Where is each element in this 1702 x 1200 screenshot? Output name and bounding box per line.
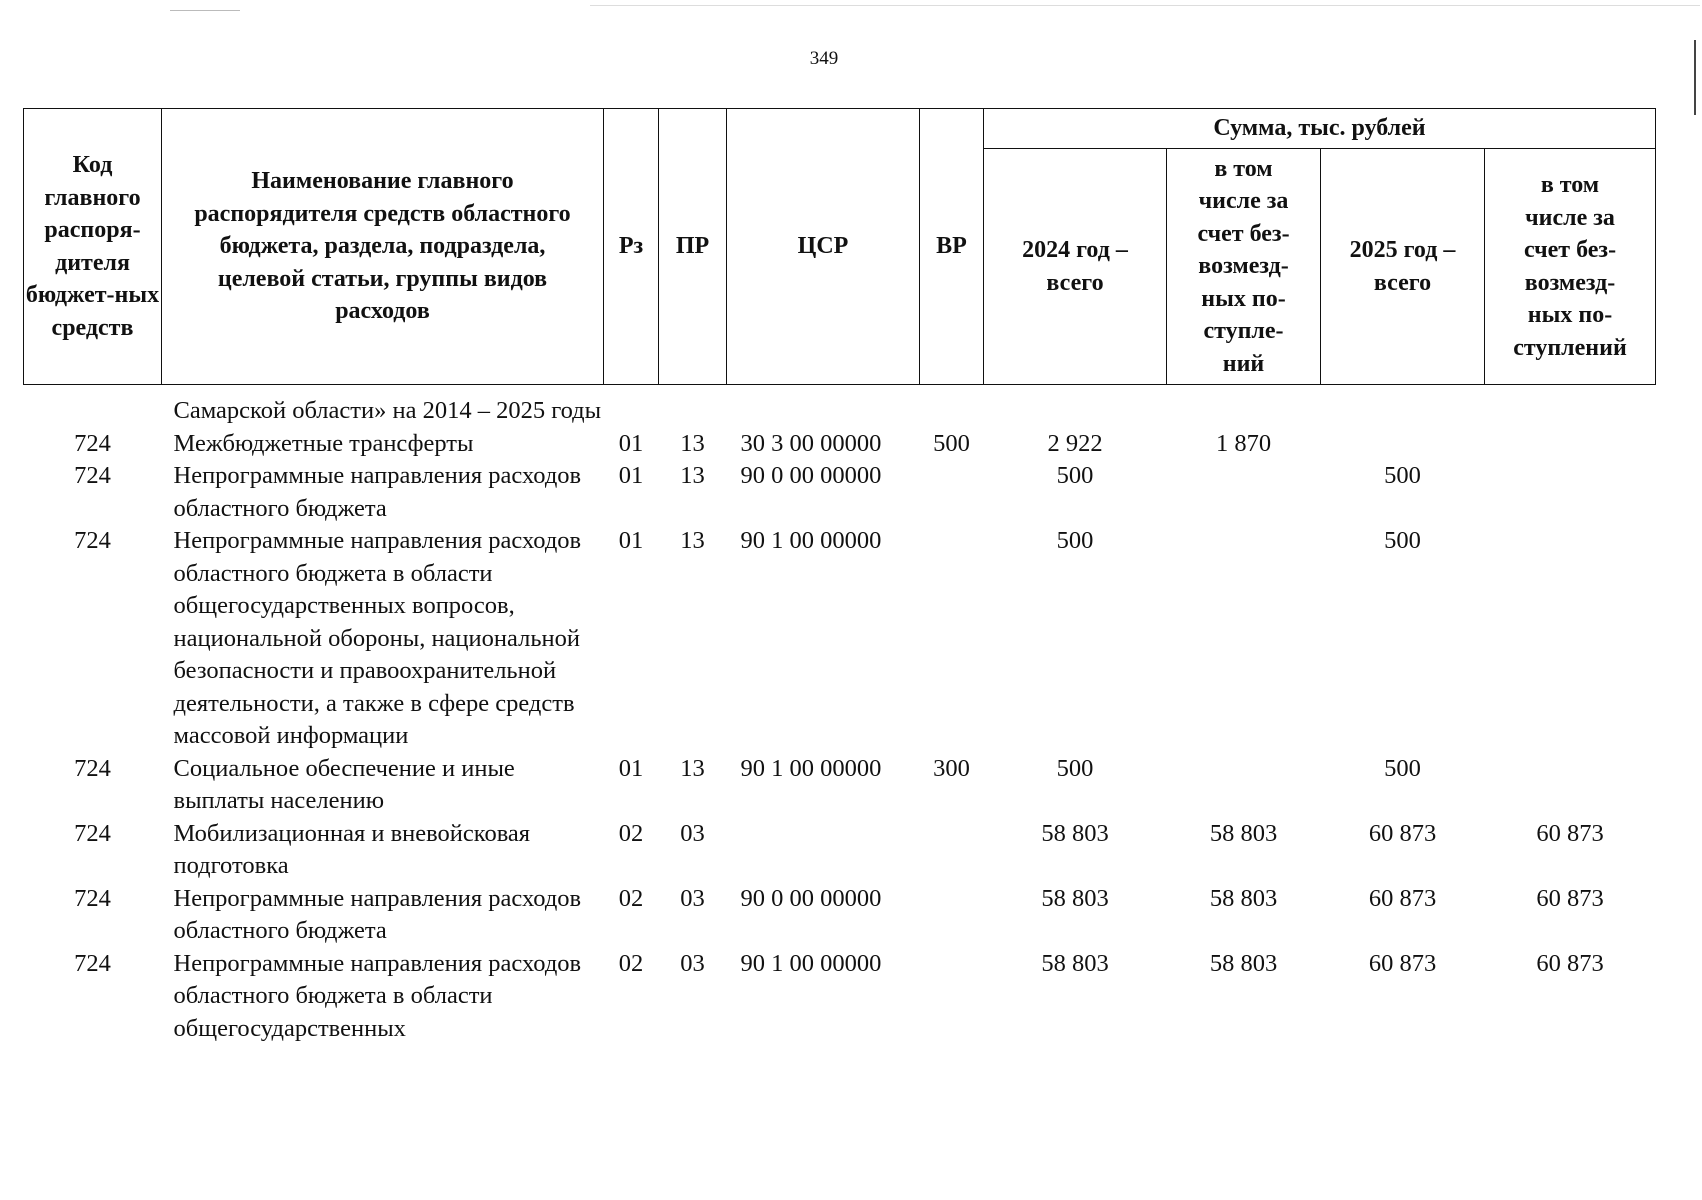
- row-code: 724: [74, 949, 111, 977]
- row-csr: 90 1 00 00000: [740, 949, 882, 977]
- row-rz: 01: [618, 462, 644, 489]
- row-2025-grants: [1485, 385, 1656, 428]
- row-name: Самарской области» на 2014 – 2025 годы: [173, 397, 602, 424]
- row-2025-grants: 60 873: [1536, 884, 1604, 912]
- row-name: Мобилизационная и вневойсковая подготовка: [173, 819, 531, 879]
- row-csr: [727, 818, 920, 883]
- table-row: [24, 460, 1656, 525]
- row-2024-grants: 58 803: [1209, 819, 1278, 847]
- header-name: Наименование главного распорядителя средств областного бюджета, раздела, подраздела, целевой статьи, группы видов расходов: [162, 109, 604, 385]
- row-2025-total: 500: [1384, 462, 1421, 489]
- header-sum-group: Сумма, тыс. рублей: [984, 109, 1656, 149]
- header-vr: ВР: [920, 109, 984, 385]
- header-2024-grants: в том числе за счет без-возмезд-ных по-ступле-ний: [1167, 149, 1321, 385]
- row-2025-total: 500: [1384, 754, 1421, 782]
- row-code: 724: [74, 462, 111, 489]
- row-code: 724: [74, 754, 111, 782]
- header-pr: ПР: [659, 109, 727, 385]
- row-csr: 90 1 00 00000: [740, 527, 882, 554]
- row-name: Социальное обеспечение и иные выплаты населению: [173, 754, 515, 814]
- row-rz: 01: [618, 754, 644, 782]
- row-rz: [604, 385, 659, 428]
- row-csr: 90 1 00 00000: [740, 754, 882, 782]
- row-name: Непрограммные направления расходов областного бюджета: [173, 884, 582, 944]
- row-code: [24, 385, 162, 428]
- scan-artifact-top: [170, 10, 240, 11]
- row-2025-total: [1321, 385, 1485, 428]
- row-2025-total: 60 873: [1368, 884, 1437, 912]
- row-pr: 03: [680, 949, 705, 977]
- table-header: [24, 109, 1656, 385]
- row-2025-grants: [1485, 753, 1656, 818]
- table-row: [24, 818, 1656, 883]
- row-2024-grants: [1167, 460, 1321, 525]
- row-2024-grants: 58 803: [1209, 884, 1278, 912]
- row-code: 724: [74, 819, 111, 847]
- row-2024-total: 500: [1056, 527, 1094, 554]
- header-rz: Рз: [604, 109, 659, 385]
- header-code: Код главного распоря-дителя бюджет-ных средств: [24, 109, 162, 385]
- table-body: [24, 385, 1656, 1046]
- row-2025-total: [1321, 428, 1485, 461]
- row-2025-total: 60 873: [1368, 819, 1437, 847]
- row-2024-grants: 1 870: [1215, 429, 1272, 457]
- scan-artifact-top-right: [590, 5, 1700, 6]
- row-vr: [920, 385, 984, 428]
- row-name: Непрограммные направления расходов областного бюджета в области общегосударственных вопросов, национальной обороны, национальной безопасности и правоохранительной деятельности, а также в сфере средств массовой информации: [173, 527, 582, 749]
- row-rz: 02: [618, 819, 644, 847]
- row-pr: 13: [680, 462, 705, 489]
- row-2024-grants: [1167, 385, 1321, 428]
- row-csr: 90 0 00 00000: [740, 462, 882, 489]
- row-code: 724: [74, 527, 111, 554]
- row-name: Межбюджетные трансферты: [173, 429, 474, 457]
- header-2025-grants: в том числе за счет без-возмезд-ных по-ступлений: [1485, 149, 1656, 385]
- row-vr: 300: [933, 754, 970, 782]
- header-csr: ЦСР: [727, 109, 920, 385]
- table-row: [24, 428, 1656, 461]
- row-2025-grants: [1485, 428, 1656, 461]
- row-name: Непрограммные направления расходов областного бюджета в области общегосударственных: [173, 949, 582, 1042]
- row-pr: 03: [680, 819, 705, 847]
- row-csr: [727, 385, 920, 428]
- row-csr: 30 3 00 00000: [740, 429, 882, 457]
- row-rz: 01: [618, 429, 644, 457]
- row-2024-total: 500: [1056, 754, 1094, 782]
- row-2025-grants: [1485, 525, 1656, 753]
- row-code: 724: [74, 884, 111, 912]
- row-pr: [659, 385, 727, 428]
- row-2024-grants: [1167, 753, 1321, 818]
- row-2024-grants: 58 803: [1209, 949, 1278, 977]
- row-vr: [920, 525, 984, 753]
- table-row: [24, 385, 1656, 428]
- row-code: 724: [74, 429, 111, 457]
- row-2024-total: [984, 385, 1167, 428]
- budget-table: [23, 108, 1656, 1045]
- row-rz: 01: [618, 527, 644, 554]
- row-rz: 02: [618, 949, 644, 977]
- row-2025-grants: 60 873: [1536, 819, 1604, 847]
- row-2025-grants: [1485, 460, 1656, 525]
- row-vr: [920, 818, 984, 883]
- row-vr: [920, 948, 984, 1046]
- header-2024-total: 2024 год – всего: [984, 149, 1167, 385]
- row-vr: 500: [933, 429, 970, 457]
- row-rz: 02: [618, 884, 644, 912]
- row-csr: 90 0 00 00000: [740, 884, 882, 912]
- row-name: Непрограммные направления расходов областного бюджета: [173, 462, 582, 522]
- row-2024-total: 58 803: [1041, 819, 1109, 847]
- row-2024-total: 2 922: [1047, 429, 1103, 457]
- row-2025-grants: 60 873: [1536, 949, 1604, 977]
- row-2024-total: 58 803: [1041, 949, 1109, 977]
- row-vr: [920, 460, 984, 525]
- row-pr: 13: [680, 754, 705, 782]
- row-2025-total: 60 873: [1368, 949, 1437, 977]
- header-2025-total: 2025 год – всего: [1321, 149, 1485, 385]
- table-row: [24, 883, 1656, 948]
- row-vr: [920, 883, 984, 948]
- table-row: [24, 753, 1656, 818]
- row-pr: 03: [680, 884, 705, 912]
- page-number: 349: [809, 48, 839, 69]
- row-2024-grants: [1167, 525, 1321, 753]
- row-pr: 13: [680, 429, 705, 457]
- row-2024-total: 500: [1056, 462, 1094, 489]
- row-2024-total: 58 803: [1041, 884, 1109, 912]
- row-pr: 13: [680, 527, 705, 554]
- table-row: [24, 948, 1656, 1046]
- table-row: [24, 525, 1656, 753]
- row-2025-total: 500: [1384, 527, 1421, 554]
- scan-artifact-right-edge: [1694, 40, 1696, 115]
